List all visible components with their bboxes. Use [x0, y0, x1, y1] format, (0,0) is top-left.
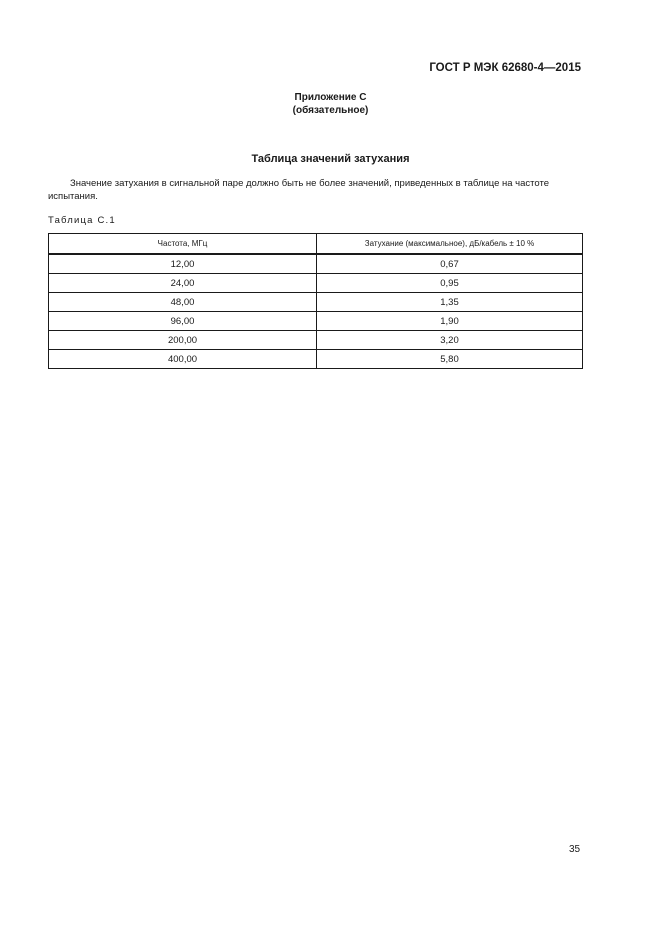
frequency-cell: 24,00 [49, 274, 317, 293]
table-row [49, 312, 583, 331]
attenuation-cell: 0,67 [317, 254, 583, 274]
table-header-row [49, 234, 583, 255]
table-caption: Таблица С.1 [48, 215, 116, 226]
table-row [49, 293, 583, 312]
column-header-attenuation: Затухание (максимальное), дБ/кабель ± 10 % [317, 234, 583, 255]
attenuation-cell: 0,95 [317, 274, 583, 293]
attenuation-cell: 5,80 [317, 350, 583, 369]
frequency-cell: 96,00 [49, 312, 317, 331]
attenuation-table [48, 233, 583, 369]
frequency-cell: 48,00 [49, 293, 317, 312]
frequency-cell: 12,00 [49, 254, 317, 274]
table-row [49, 350, 583, 369]
document-header-code: ГОСТ Р МЭК 62680-4—2015 [429, 62, 581, 74]
section-title: Таблица значений затухания [251, 153, 410, 165]
annex-subtitle: (обязательное) [292, 105, 369, 116]
annex-heading [0, 91, 661, 117]
page-number: 35 [569, 844, 581, 855]
frequency-cell: 400,00 [49, 350, 317, 369]
table-row [49, 254, 583, 274]
table-row [49, 331, 583, 350]
table-row [49, 274, 583, 293]
body-paragraph: Значение затухания в сигнальной паре должно быть не более значений, приведенных в таблице на частоте испытания. [48, 178, 550, 202]
annex-title: Приложение С [294, 92, 367, 103]
frequency-cell: 200,00 [49, 331, 317, 350]
attenuation-cell: 3,20 [317, 331, 583, 350]
column-header-frequency: Частота, МГц [49, 234, 317, 255]
attenuation-cell: 1,35 [317, 293, 583, 312]
attenuation-cell: 1,90 [317, 312, 583, 331]
